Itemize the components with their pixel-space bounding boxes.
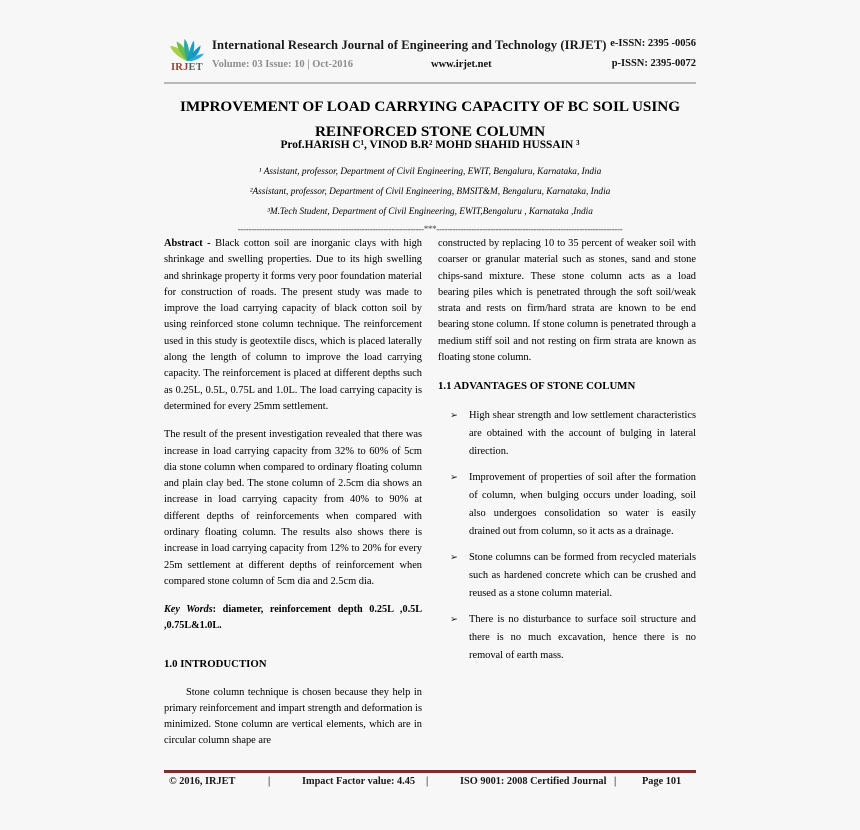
advantages-heading: 1.1 ADVANTAGES OF STONE COLUMN <box>438 380 636 393</box>
introduction-paragraph: Stone column technique is chosen because they help in primary reinforcement and impart strength and deformation is minimized. Stone column are vertical elements, which are in circular column shape are <box>164 686 422 747</box>
affiliation-3: ³M.Tech Student, Department of Civil Engineering, EWIT,Bengaluru , Karnataka ,India <box>267 207 593 217</box>
footer-separator-3: | <box>614 776 617 787</box>
abstract-label: Abstract - <box>164 238 211 249</box>
abstract-paragraph <box>164 236 422 415</box>
arrow-bullet-icon: ➢ <box>450 613 458 625</box>
keywords-body: : diameter, reinforcement depth 0.25L ,0.5L ,0.75L&1.0L. <box>164 604 423 632</box>
results-paragraph: The result of the present investigation revealed that there was increase in load carrying capacity from 32% to 60% of 5cm dia stone column when compared to ordinary floating column and plain clay bed. The stone column of 2.5cm dia shows an increase in load carrying capacity from 40% to 90% at different depths of reinforcements when compared with ordinary floating column. The results also shows there is increase in load carrying capacity from 12% to 20% for every 25m settlement at different depths of reinforcement when compared stone column of 5cm dia and 2.5cm dia. <box>164 429 422 587</box>
footer-separator-1: | <box>268 776 271 787</box>
list-item-text: Improvement of properties of soil after the formation of column, when bulging occurs under loading, soil also undergoes consolidation so water is easily drained out from column, so it acts as a drainage. <box>469 471 696 537</box>
author-list: Prof.HARISH C¹, VINOD B.R² MOHD SHAHID HUSSAIN ³ <box>280 139 580 151</box>
irjet-fan-logo-icon <box>168 35 206 62</box>
journal-title: International Research Journal of Engineering and Technology (IRJET) <box>212 38 607 52</box>
list-item-text: High shear strength and low settlement characteristics are obtained with the account of bulging in lateral direction. <box>469 409 696 457</box>
logo-word-et: ET <box>188 62 203 73</box>
journal-header <box>164 34 696 78</box>
paper-sheet <box>164 0 696 830</box>
affiliation-2: ²Assistant, professor, Department of Civil Engineering, BMSIT&M, Bengaluru, Karnataka, India <box>249 187 611 197</box>
logo-word-ir: IRJ <box>171 62 189 73</box>
irjet-logo-wordmark <box>166 62 208 74</box>
list-item <box>438 611 696 665</box>
journal-volume-issue: Volume: 03 Issue: 10 | Oct-2016 <box>212 59 354 70</box>
e-issn: e-ISSN: 2395 -0056 <box>610 38 696 49</box>
irjet-logo <box>166 35 208 79</box>
footer-page-number: Page 101 <box>642 776 682 787</box>
list-item <box>438 407 696 461</box>
left-text-column <box>164 236 422 762</box>
advantages-list <box>438 407 696 665</box>
affiliation-1: ¹ Assistant, professor, Department of Civil Engineering, EWIT, Bengaluru, Karnataka, India <box>258 167 602 177</box>
arrow-bullet-icon: ➢ <box>450 551 458 563</box>
arrow-bullet-icon: ➢ <box>450 471 458 483</box>
abstract-body: Black cotton soil are inorganic clays with high shrinkage and swelling properties. Due to its high swelling and shrinkage property it forms very poor foundation material for construction of roads. The present study was made to improve the load carrying capacity of black cotton soil by using reinforced stone column technique. The reinforcement used in this study is geotextile discs, which is placed laterally along the length of column to improve the load carrying capacity. The reinforcement is placed at different depths such as 0.25L, 0.5L, 0.75L and 1.0L. The load carrying capacity is determined for every 25mm settlement. <box>164 238 422 412</box>
footer-certification: ISO 9001: 2008 Certified Journal <box>460 776 607 787</box>
journal-website[interactable]: www.irjet.net <box>431 59 492 70</box>
footer-separator-2: | <box>426 776 429 787</box>
page-title: IMPROVEMENT OF LOAD CARRYING CAPACITY OF BC SOIL USING REINFORCED STONE COLUMN <box>179 98 681 140</box>
p-issn: p-ISSN: 2395-0072 <box>611 58 696 69</box>
footer-divider <box>164 770 696 773</box>
section-separator: ---------------------------------------------------------------------***--------------------------------------------------------------------- <box>237 224 623 234</box>
page-footer <box>164 776 696 792</box>
header-divider <box>164 82 696 84</box>
list-item <box>438 549 696 603</box>
introduction-heading: 1.0 INTRODUCTION <box>164 658 267 671</box>
keywords-label: Key Words <box>164 604 213 616</box>
footer-copyright: © 2016, IRJET <box>169 776 236 787</box>
continuation-paragraph: constructed by replacing 10 to 35 percent of weaker soil with coarser or granular material such as stones, sand and stone chips-sand mixture. These stone column acts as a load bearing piles which is penetrated through the soft soil/weak strata and rests on firm/hard strata are known to be end bearing stone column. If stone column is penetrated through a medium stiff soil and not resting on firm strata are known as floating stone column. <box>438 238 696 364</box>
list-item-text: Stone columns can be formed from recycled materials such as hardened concrete which can be crushed and reused as a stone column material. <box>469 551 696 599</box>
list-item-text: There is no disturbance to surface soil structure and there is no much excavation, hence there is no removal of earth mass. <box>469 613 696 661</box>
right-text-column <box>438 236 696 673</box>
footer-impact-factor: Impact Factor value: 4.45 <box>302 776 416 787</box>
list-item <box>438 469 696 541</box>
arrow-bullet-icon: ➢ <box>450 409 458 421</box>
keywords-paragraph <box>164 602 422 634</box>
